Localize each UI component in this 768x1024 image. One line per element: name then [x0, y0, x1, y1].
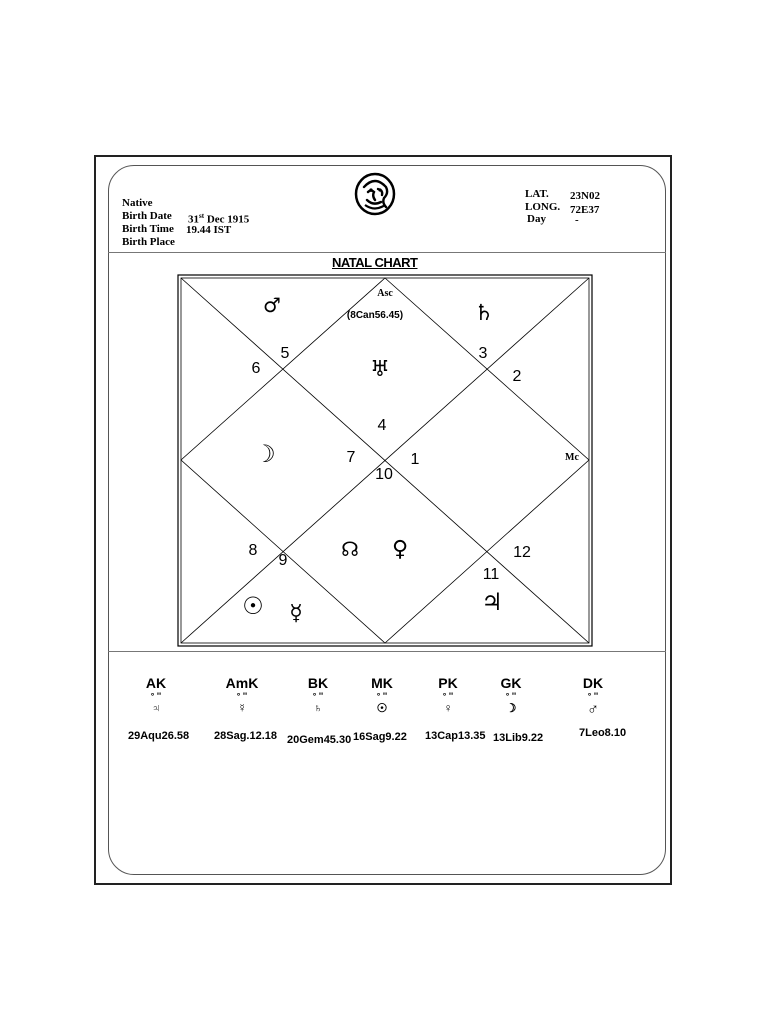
jupiter-icon: ♃ [481, 588, 503, 616]
lat-label: LAT. [525, 188, 549, 200]
house-number-8: 8 [248, 542, 258, 559]
karaka-code: AK [145, 675, 167, 691]
long-label: LONG. [525, 201, 561, 213]
karaka-code: PK [438, 675, 458, 691]
karaka-amk [212, 675, 272, 715]
karaka-gk [481, 675, 541, 715]
karaka-mk [352, 675, 412, 715]
karaka-degree-mark: ° '' [587, 691, 599, 701]
moon-icon: ☽ [505, 701, 517, 715]
house-number-6: 6 [251, 360, 261, 377]
venus-icon: ♀ [443, 701, 453, 715]
karaka-mk-position: 16Sag9.22 [353, 731, 407, 743]
house-number-5: 5 [280, 345, 290, 362]
karaka-degree-mark: ° '' [442, 691, 454, 701]
birth-time-value: 19.44 IST [186, 224, 232, 236]
karaka-pk-position: 13Cap13.35 [425, 730, 486, 742]
sun-icon: ☉ [376, 701, 388, 715]
karaka-code: DK [582, 675, 604, 691]
karaka-ak-position: 29Aqu26.58 [128, 730, 190, 742]
saturn-icon: ♄ [313, 701, 323, 715]
mars-icon: ♂ [587, 701, 599, 718]
karaka-code: MK [371, 675, 393, 691]
native-label: Native [122, 197, 153, 209]
birth-date-value: 31st Dec 1915 [188, 212, 250, 226]
house-number-3: 3 [478, 345, 488, 362]
house-number-10: 10 [375, 466, 393, 483]
karaka-degree-mark: ° '' [505, 691, 517, 701]
karaka-degree-mark: ° '' [150, 691, 162, 701]
house-number-2: 2 [512, 368, 522, 385]
mc-label: Mc [565, 452, 579, 463]
house-number-12: 12 [513, 544, 531, 561]
lat-value: 23N02 [570, 190, 600, 202]
karaka-code: AmK [225, 675, 259, 691]
karaka-code: BK [307, 675, 329, 691]
birth-time-label: Birth Time [122, 223, 174, 235]
karaka-degree-mark: ° '' [236, 691, 248, 701]
house-number-1: 1 [410, 451, 420, 468]
karaka-ak [126, 675, 186, 715]
sun-icon: ☉ [242, 592, 264, 620]
moon-icon: ☽ [254, 440, 276, 468]
birth-place-label: Birth Place [122, 236, 175, 248]
long-value: 72E37 [570, 204, 600, 216]
karaka-code: GK [500, 675, 522, 691]
karaka-bk [288, 675, 348, 715]
mercury-icon: ☿ [237, 701, 247, 715]
mercury-icon: ☿ [289, 601, 303, 626]
mars-icon: ♂ [263, 293, 281, 317]
house-number-9: 9 [278, 552, 288, 569]
asc-label: Asc [377, 288, 393, 299]
karaka-degree-mark: ° '' [312, 691, 324, 701]
karaka-dk-position: 7Leo8.10 [579, 727, 627, 739]
karaka-bk-position: 20Gem45.30 [287, 734, 352, 746]
saturn-icon: ♄ [474, 301, 494, 326]
karaka-gk-position: 13Lib9.22 [493, 732, 544, 744]
uranus-icon: ♅ [370, 357, 390, 382]
rahu-icon: ☊ [341, 537, 359, 561]
asc-degree: (8Can56.45) [346, 310, 404, 321]
karaka-pk [418, 675, 478, 715]
birth-date-label: Birth Date [122, 210, 172, 222]
chart-title: NATAL CHART [332, 255, 418, 270]
karaka-amk-position: 28Sag.12.18 [214, 730, 277, 742]
house-number-11: 11 [482, 566, 500, 583]
karaka-degree-mark: ° '' [376, 691, 388, 701]
house-number-7: 7 [346, 449, 356, 466]
day-label: Day [527, 213, 546, 225]
house-number-4: 4 [377, 417, 387, 434]
venus-icon: ♀ [391, 537, 409, 562]
karaka-dk [563, 675, 623, 719]
jupiter-icon: ♃ [151, 701, 161, 715]
day-value: - [575, 214, 579, 226]
